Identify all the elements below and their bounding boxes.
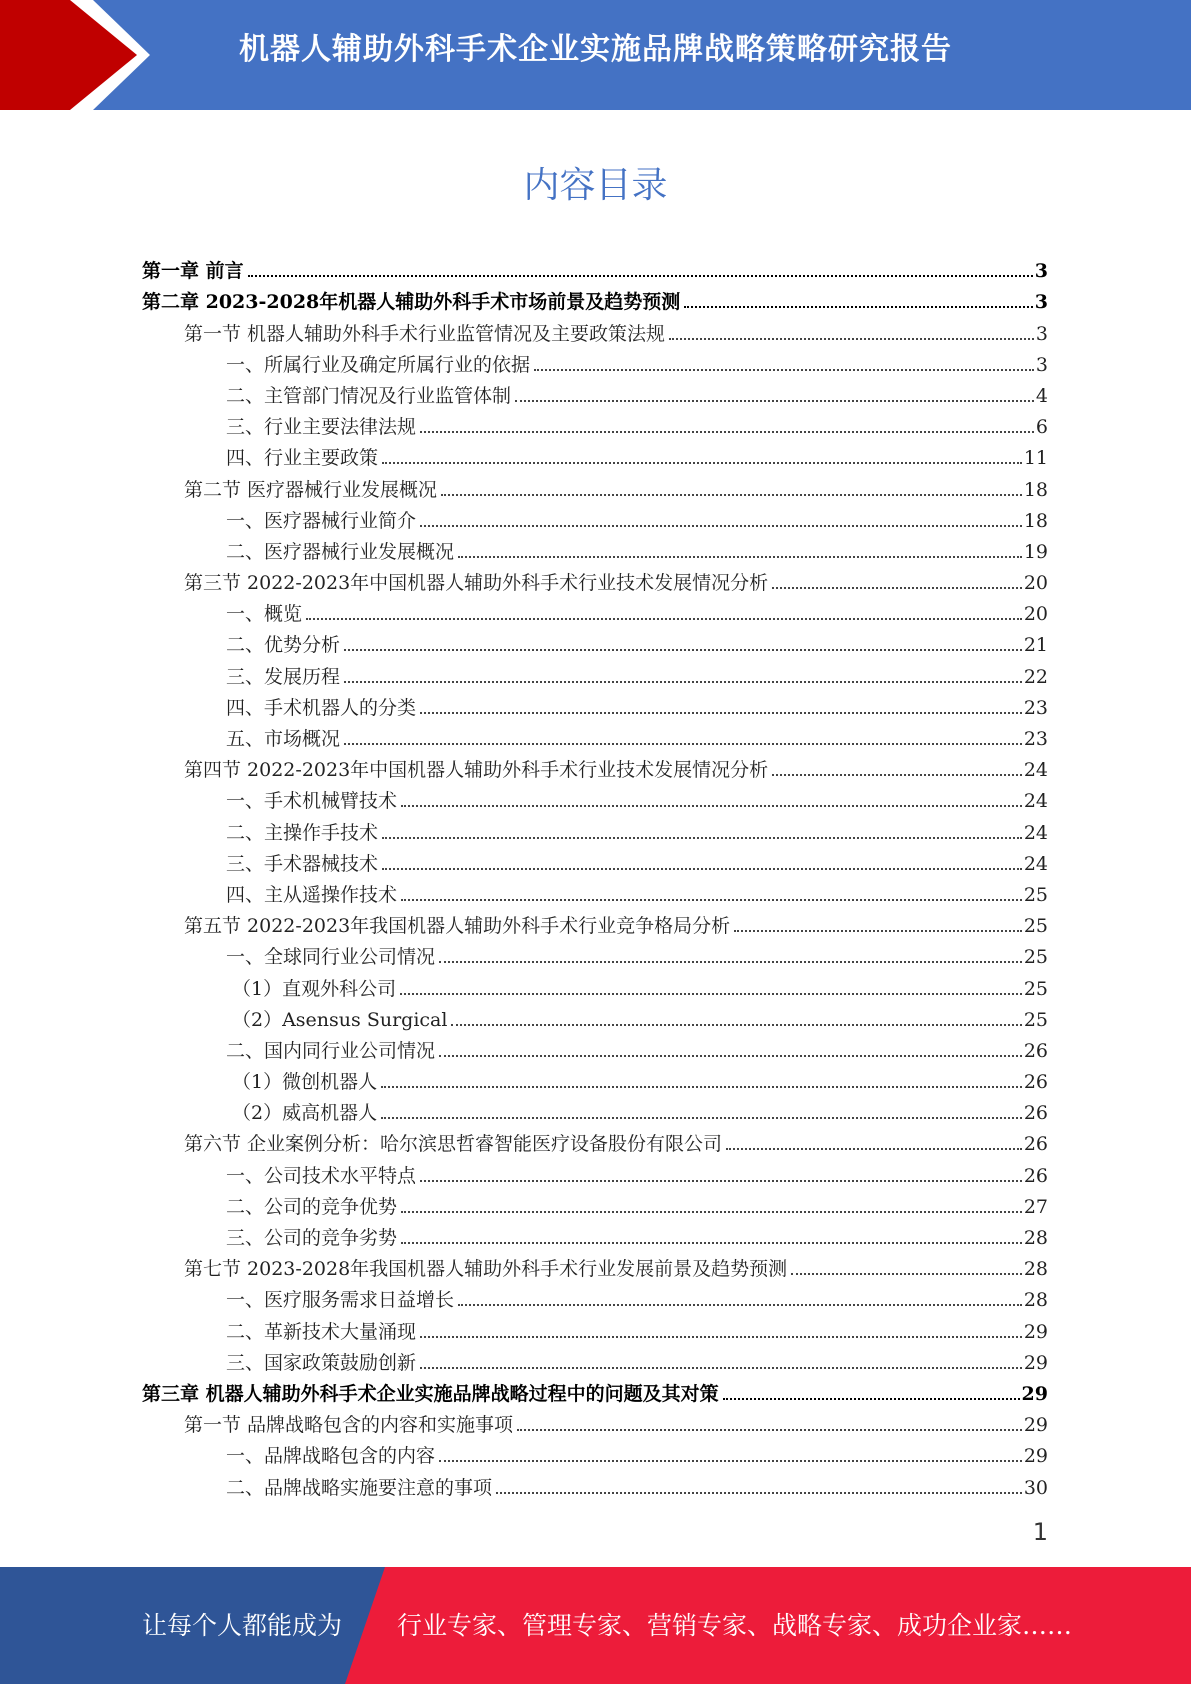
toc-entry-title: 五、市场概况 xyxy=(226,728,341,750)
toc-entry-title: 一、手术机械臂技术 xyxy=(226,790,398,813)
toc-leader-dots xyxy=(534,369,1034,371)
toc-entry[interactable] xyxy=(142,1375,1048,1406)
toc-entry-title: （1）直观外科公司 xyxy=(232,977,397,1000)
toc-entry-page: 24 xyxy=(1023,759,1048,782)
toc-entry[interactable] xyxy=(142,564,1048,595)
toc-entry-title: 一、全球同行业公司情况 xyxy=(226,946,436,969)
toc-entry-title: 第三章 机器人辅助外科手术企业实施品牌战略过程中的问题及其对策 xyxy=(142,1382,719,1405)
toc-entry-page: 29 xyxy=(1021,1382,1048,1405)
toc-entry-title: 二、优势分析 xyxy=(226,634,341,657)
toc-entry[interactable] xyxy=(142,408,1048,439)
toc-entry-title: 第一节 机器人辅助外科手术行业监管情况及主要政策法规 xyxy=(184,322,666,345)
toc-entry-page: 28 xyxy=(1023,1258,1048,1281)
toc-entry-page: 24 xyxy=(1023,852,1048,875)
toc-leader-dots xyxy=(306,618,1022,620)
toc-entry[interactable] xyxy=(142,1032,1048,1063)
toc-leader-dots xyxy=(439,1460,1022,1462)
toc-leader-dots xyxy=(791,1273,1022,1275)
toc-leader-dots xyxy=(420,431,1034,433)
toc-leader-dots xyxy=(458,1304,1022,1306)
toc-entry-title: 第一章 前言 xyxy=(142,260,244,283)
toc-entry[interactable] xyxy=(142,1468,1048,1499)
toc-entry-title: （2）Asensus Surgical xyxy=(232,1008,448,1031)
toc-entry[interactable] xyxy=(142,533,1048,564)
toc-entry-title: 第六节 企业案例分析：哈尔滨思哲睿智能医疗设备股份有限公司 xyxy=(184,1133,723,1156)
toc-entry-title: 四、手术机器人的分类 xyxy=(226,696,417,719)
toc-leader-dots xyxy=(441,494,1022,496)
toc-entry-page: 26 xyxy=(1023,1039,1048,1062)
toc-entry[interactable] xyxy=(142,813,1048,844)
footer-banner xyxy=(0,1567,1191,1684)
toc-leader-dots xyxy=(344,649,1022,651)
toc-entry[interactable] xyxy=(142,439,1048,470)
header-arrow-icon xyxy=(0,0,150,110)
toc-entry-page: 19 xyxy=(1023,540,1048,563)
toc-entry[interactable] xyxy=(142,1406,1048,1437)
toc-entry-title: 第一节 品牌战略包含的内容和实施事项 xyxy=(184,1414,514,1437)
toc-entry-page: 25 xyxy=(1023,977,1048,1000)
toc-entry[interactable] xyxy=(142,1001,1048,1032)
toc-entry[interactable] xyxy=(142,1344,1048,1375)
toc-entry-title: 二、国内同行业公司情况 xyxy=(226,1039,436,1062)
toc-entry-title: 三、国家政策鼓励创新 xyxy=(226,1351,417,1374)
toc-entry-title: 四、主从遥操作技术 xyxy=(226,883,398,906)
toc-entry[interactable] xyxy=(142,782,1048,813)
toc-entry[interactable] xyxy=(142,377,1048,408)
toc-entry[interactable] xyxy=(142,346,1048,377)
toc-entry[interactable] xyxy=(142,252,1048,283)
toc-entry-page: 28 xyxy=(1023,1227,1048,1249)
toc-entry-title: 二、革新技术大量涌现 xyxy=(226,1320,417,1343)
header-banner xyxy=(0,0,1191,110)
toc-entry-page: 3 xyxy=(1034,291,1048,314)
toc-leader-dots xyxy=(726,1148,1022,1150)
toc-entry[interactable] xyxy=(142,657,1048,688)
toc-entry-title: 一、概览 xyxy=(226,603,303,626)
toc-leader-dots xyxy=(401,1211,1022,1213)
toc-leader-dots xyxy=(772,587,1022,589)
toc-entry[interactable] xyxy=(142,720,1048,751)
toc-entry[interactable] xyxy=(142,1312,1048,1343)
toc-leader-dots xyxy=(451,1024,1021,1026)
toc-leader-dots xyxy=(382,868,1022,870)
toc-entry-title: 第四节 2022-2023年中国机器人辅助外科手术行业技术发展情况分析 xyxy=(184,759,769,782)
toc-entry-title: 一、公司技术水平特点 xyxy=(226,1164,417,1187)
toc-entry[interactable] xyxy=(142,1250,1048,1281)
toc-entry-page: 3 xyxy=(1034,260,1048,283)
toc-entry-page: 4 xyxy=(1035,384,1048,407)
toc-entry[interactable] xyxy=(142,470,1048,501)
toc-entry-page: 25 xyxy=(1023,946,1048,969)
toc-entry-page: 30 xyxy=(1023,1476,1048,1499)
toc-leader-dots xyxy=(401,805,1022,807)
toc-entry-title: 第五节 2022-2023年我国机器人辅助外科手术行业竞争格局分析 xyxy=(184,915,731,938)
toc-entry-title: 三、发展历程 xyxy=(226,665,341,688)
toc-entry-page: 18 xyxy=(1023,509,1048,532)
toc-entry-page: 29 xyxy=(1023,1320,1048,1343)
toc-leader-dots xyxy=(772,774,1022,776)
toc-leader-dots xyxy=(496,1492,1022,1494)
toc-leader-dots xyxy=(344,681,1022,683)
toc-leader-dots xyxy=(382,462,1022,464)
toc-entry-title: 三、行业主要法律法规 xyxy=(226,416,417,439)
toc-entry-title: 二、主管部门情况及行业监管体制 xyxy=(226,384,512,407)
toc-entry-page: 26 xyxy=(1023,1102,1048,1125)
toc-entry[interactable] xyxy=(142,1125,1048,1156)
toc-entry-page: 26 xyxy=(1023,1071,1048,1094)
toc-entry-title: 一、所属行业及确定所属行业的依据 xyxy=(226,353,531,376)
toc-leader-dots xyxy=(684,306,1033,308)
toc-entry[interactable] xyxy=(142,876,1048,907)
toc-entry[interactable] xyxy=(142,938,1048,969)
toc-leader-dots xyxy=(248,275,1033,277)
toc-entry[interactable] xyxy=(142,1281,1048,1312)
toc-entry-page: 26 xyxy=(1023,1164,1048,1187)
toc-entry[interactable] xyxy=(142,1094,1048,1125)
toc-entry-title: （1）微创机器人 xyxy=(232,1071,378,1094)
toc-entry-page: 18 xyxy=(1023,478,1048,501)
toc-entry[interactable] xyxy=(142,907,1048,938)
toc-entry-title: 二、品牌战略实施要注意的事项 xyxy=(226,1476,493,1499)
toc-entry[interactable] xyxy=(142,1063,1048,1094)
toc-entry-title: 二、医疗器械行业发展概况 xyxy=(226,540,455,563)
toc-entry[interactable] xyxy=(142,845,1048,876)
toc-entry-page: 23 xyxy=(1023,728,1048,750)
footer-slogan-left: 让每个人都能成为 xyxy=(142,1611,343,1640)
toc-leader-dots xyxy=(439,961,1022,963)
toc-leader-dots xyxy=(382,837,1022,839)
toc-entry[interactable] xyxy=(142,1156,1048,1187)
toc-leader-dots xyxy=(344,743,1022,745)
toc-entry-page: 3 xyxy=(1035,353,1048,376)
toc-entry-page: 29 xyxy=(1023,1351,1048,1374)
toc-entry[interactable] xyxy=(142,502,1048,533)
toc-entry[interactable] xyxy=(142,1188,1048,1219)
toc-leader-dots xyxy=(401,899,1022,901)
toc-entry-title: 三、手术器械技术 xyxy=(226,852,379,875)
toc-entry-page: 6 xyxy=(1035,416,1048,439)
toc-entry-page: 29 xyxy=(1023,1414,1048,1437)
report-title: 机器人辅助外科手术企业实施品牌战略策略研究报告 xyxy=(239,32,952,67)
toc-entry[interactable] xyxy=(142,595,1048,626)
toc-entry[interactable] xyxy=(142,1219,1048,1250)
toc-leader-dots xyxy=(420,712,1022,714)
toc-entry-page: 3 xyxy=(1035,322,1048,345)
toc-entry-page: 27 xyxy=(1023,1195,1048,1218)
toc-entry[interactable] xyxy=(142,626,1048,657)
toc-entry-title: 二、公司的竞争优势 xyxy=(226,1195,398,1218)
toc-entry-title: 三、公司的竞争劣势 xyxy=(226,1227,398,1249)
toc-entry-title: 第二节 医疗器械行业发展概况 xyxy=(184,478,438,501)
toc-leader-dots xyxy=(420,525,1022,527)
toc-heading: 内容目录 xyxy=(523,165,668,206)
toc-entry-title: 一、医疗器械行业简介 xyxy=(226,509,417,532)
toc-entry-title: （2）威高机器人 xyxy=(232,1102,378,1125)
toc-leader-dots xyxy=(401,1242,1022,1244)
toc-leader-dots xyxy=(400,993,1022,995)
toc-leader-dots xyxy=(381,1086,1022,1088)
toc-entry-page: 25 xyxy=(1023,1008,1048,1031)
toc-leader-dots xyxy=(420,1336,1022,1338)
toc-entry-page: 25 xyxy=(1023,883,1048,906)
toc-leader-dots xyxy=(515,400,1034,402)
toc-entry-page: 25 xyxy=(1023,915,1048,938)
toc-entry[interactable] xyxy=(142,689,1048,720)
toc-entry-page: 24 xyxy=(1023,821,1048,844)
toc-entry[interactable] xyxy=(142,314,1048,345)
toc-entry-title: 第二章 2023-2028年机器人辅助外科手术市场前景及趋势预测 xyxy=(142,291,681,314)
toc-entry-page: 11 xyxy=(1023,447,1048,470)
toc-entry-page: 23 xyxy=(1023,696,1048,719)
toc-entry-page: 26 xyxy=(1023,1133,1048,1156)
toc-entry-title: 一、医疗服务需求日益增长 xyxy=(226,1289,455,1312)
toc-leader-dots xyxy=(669,338,1034,340)
toc-leader-dots xyxy=(517,1429,1022,1431)
toc-entry-page: 20 xyxy=(1023,572,1048,595)
toc-entry-title: 第七节 2023-2028年我国机器人辅助外科手术行业发展前景及趋势预测 xyxy=(184,1258,788,1281)
toc-leader-dots xyxy=(420,1367,1022,1369)
toc-entry[interactable] xyxy=(142,1437,1048,1468)
toc-leader-dots xyxy=(723,1398,1020,1400)
toc-entry-title: 二、主操作手技术 xyxy=(226,821,379,844)
toc-entry-page: 29 xyxy=(1023,1445,1048,1468)
toc-entry-title: 一、品牌战略包含的内容 xyxy=(226,1445,436,1468)
table-of-contents xyxy=(142,252,1048,1500)
footer-slogan-right: 行业专家、管理专家、营销专家、战略专家、成功企业家…… xyxy=(397,1611,1073,1640)
toc-leader-dots xyxy=(439,1055,1022,1057)
toc-leader-dots xyxy=(458,556,1022,558)
toc-entry-page: 21 xyxy=(1023,634,1048,657)
toc-leader-dots xyxy=(381,1117,1022,1119)
page-number: 1 xyxy=(1032,1518,1048,1546)
toc-entry-page: 24 xyxy=(1023,790,1048,813)
toc-leader-dots xyxy=(734,930,1022,932)
toc-leader-dots xyxy=(420,1180,1022,1182)
toc-entry[interactable] xyxy=(142,751,1048,782)
toc-entry-page: 20 xyxy=(1023,603,1048,626)
toc-entry-title: 第三节 2022-2023年中国机器人辅助外科手术行业技术发展情况分析 xyxy=(184,572,769,595)
toc-entry-page: 28 xyxy=(1023,1289,1048,1312)
toc-entry-page: 22 xyxy=(1023,665,1048,688)
toc-entry[interactable] xyxy=(142,969,1048,1000)
toc-entry-title: 四、行业主要政策 xyxy=(226,447,379,470)
toc-entry[interactable] xyxy=(142,283,1048,314)
